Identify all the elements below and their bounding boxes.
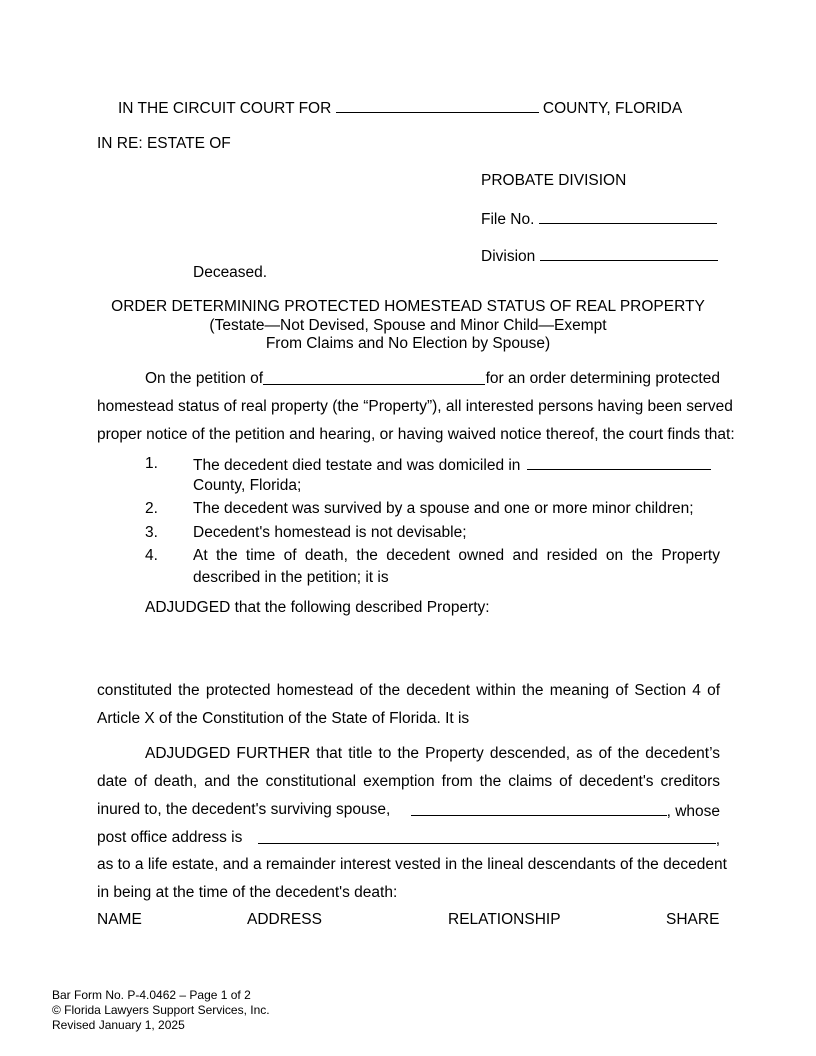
- address-suffix: ,: [715, 831, 720, 848]
- footer: [52, 988, 270, 1033]
- adjudged-text: ADJUDGED that the following described Property:: [145, 599, 490, 616]
- petition-line-1: [145, 370, 720, 388]
- division-label: Division: [481, 248, 536, 265]
- finding-1-number: 1.: [145, 455, 158, 472]
- spouse-address-blank[interactable]: [258, 829, 716, 844]
- adjudged-further-line-3: [97, 801, 720, 821]
- footer-form-number: Bar Form No. P-4.0462 – Page 1 of 2: [52, 988, 251, 1002]
- petition-prefix: On the petition of: [145, 370, 264, 387]
- domicile-county-blank[interactable]: [527, 455, 711, 470]
- constituted-line-2: Article X of the Constitution of the State of Florida. It is: [97, 710, 470, 727]
- column-header-relationship: RELATIONSHIP: [448, 911, 561, 928]
- petitioner-name-blank[interactable]: [263, 370, 485, 385]
- order-subtitle-2: From Claims and No Election by Spouse): [265, 335, 551, 352]
- order-subtitle-1: (Testate—Not Devised, Spouse and Minor Child—Exempt: [209, 317, 607, 334]
- finding-4-line-1: At the time of death, the decedent owned and resided on the Property: [193, 547, 720, 564]
- column-header-share: SHARE: [666, 911, 720, 928]
- spouse-name-blank[interactable]: [411, 801, 667, 816]
- court-suffix: COUNTY, FLORIDA: [542, 100, 683, 117]
- deceased-label: Deceased.: [193, 264, 268, 281]
- division-blank[interactable]: [540, 246, 718, 261]
- petition-suffix: for an order determining protected: [485, 370, 720, 387]
- adjudged-further-line-2: date of death, and the constitutional exemption from the claims of decedent's creditors: [97, 773, 720, 790]
- column-header-address: ADDRESS: [247, 911, 322, 928]
- constituted-line-1: constituted the protected homestead of the decedent within the meaning of Section 4 of: [97, 682, 720, 699]
- file-no-field: [481, 209, 717, 229]
- petition-line-2: homestead status of real property (the “Property”), all interested persons having been served: [97, 398, 733, 415]
- order-title: ORDER DETERMINING PROTECTED HOMESTEAD STATUS OF REAL PROPERTY: [111, 298, 705, 315]
- finding-3-number: 3.: [145, 524, 158, 541]
- petition-line-3: proper notice of the petition and hearing, or having waived notice thereof, the court finds that:: [97, 426, 735, 443]
- file-no-label: File No.: [481, 211, 535, 228]
- adjudged-further-line-4: [97, 829, 720, 849]
- spouse-suffix: , whose: [666, 803, 720, 820]
- finding-4-number: 4.: [145, 547, 158, 564]
- column-header-name: NAME: [97, 911, 142, 928]
- finding-1-line-2: County, Florida;: [193, 477, 302, 494]
- finding-1-text: The decedent died testate and was domiciled in: [193, 457, 521, 474]
- finding-3-line-1: Decedent's homestead is not devisable;: [193, 524, 467, 541]
- finding-1-line-1: [193, 455, 711, 475]
- file-no-blank[interactable]: [539, 209, 717, 224]
- adjudged-further-line-5: as to a life estate, and a remainder interest vested in the lineal descendants of the decedent: [97, 856, 727, 873]
- footer-copyright: © Florida Lawyers Support Services, Inc.: [52, 1003, 270, 1017]
- in-re-estate: IN RE: ESTATE OF: [97, 135, 231, 152]
- spouse-prefix: inured to, the decedent's surviving spouse,: [97, 801, 391, 818]
- county-name-blank[interactable]: [336, 98, 539, 113]
- court-prefix: IN THE CIRCUIT COURT FOR: [118, 100, 332, 117]
- finding-2-line-1: The decedent was survived by a spouse and one or more minor children;: [193, 500, 694, 517]
- footer-revised: Revised January 1, 2025: [52, 1018, 185, 1032]
- finding-2-number: 2.: [145, 500, 158, 517]
- division-field: [481, 246, 718, 266]
- court-caption: [118, 98, 682, 118]
- finding-4-line-2: described in the petition; it is: [193, 569, 389, 586]
- address-prefix: post office address is: [97, 829, 243, 846]
- adjudged-further-line-6: in being at the time of the decedent's death:: [97, 884, 398, 901]
- adjudged-further-line-1: ADJUDGED FURTHER that title to the Property descended, as of the decedent’s: [145, 745, 720, 762]
- probate-division: PROBATE DIVISION: [481, 172, 627, 189]
